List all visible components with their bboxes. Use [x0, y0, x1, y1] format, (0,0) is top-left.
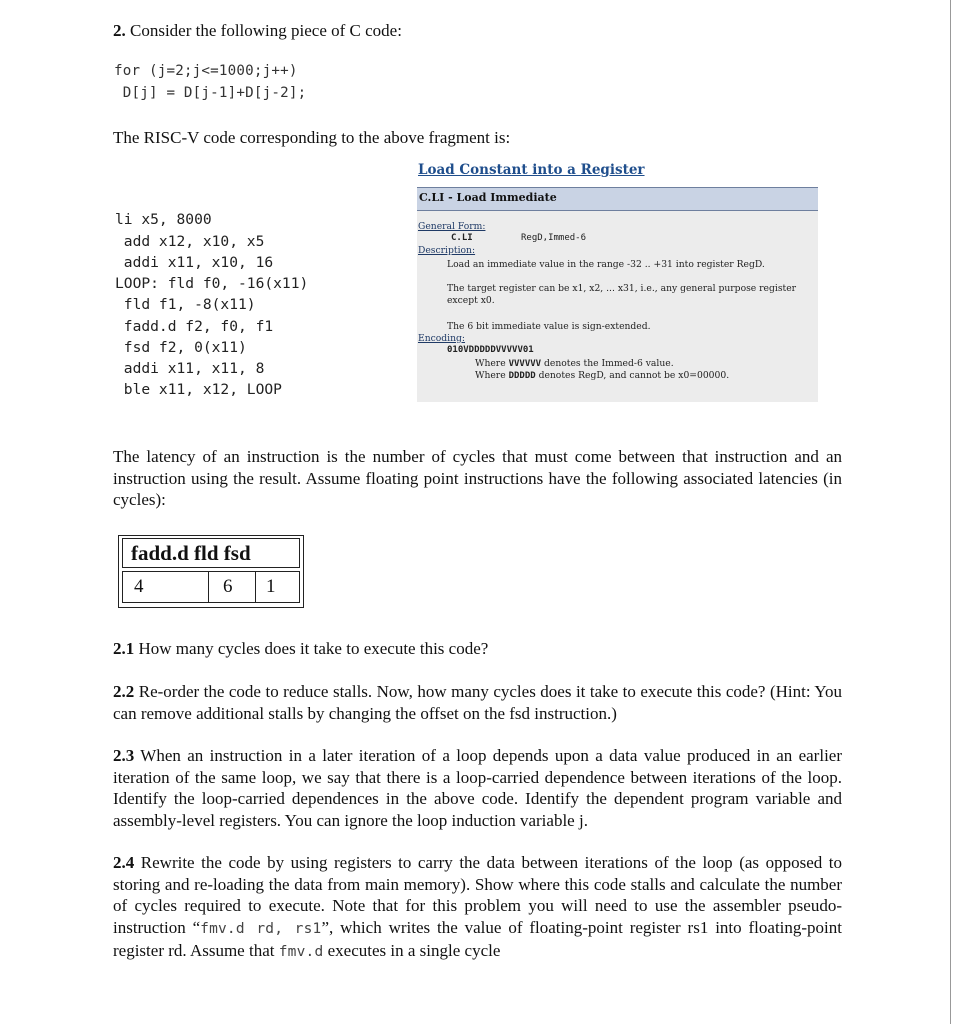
- panel-header-title: C.LI - Load Immediate: [419, 191, 557, 204]
- latency-paragraph: The latency of an instruction is the number of cycles that must come between that instruction and an instruction using the result. Assume floating point instructions have the following associated latencies (in cycles):: [113, 447, 842, 509]
- general-form-op: C.LI: [451, 233, 473, 243]
- fmv-code-inline: fmv.d: [278, 944, 324, 960]
- question-2-1: [113, 638, 842, 660]
- encoding-label: Encoding:: [418, 333, 466, 344]
- question-2-4: [113, 852, 842, 964]
- asm-line-1: li x5, 8000: [115, 211, 212, 228]
- encoding-note-1-code: VVVVVV: [508, 359, 542, 369]
- question-2-3-text: When an instruction in a later iteration of a loop depends upon a data value produced in an earlier iteration of the same loop, we say that there is a loop-carried dependence between iterations of the loop. Identify the loop-carried dependences in the above code. Identify the dependent program variable and assembly-level registers. You can ignore the loop induction variable j.: [113, 746, 842, 830]
- question-2-3-number: 2.3: [113, 746, 135, 765]
- question-2-2-number: 2.2: [113, 682, 135, 701]
- asm-line-4: LOOP: fld f0, -16(x11): [115, 275, 309, 292]
- question-2-4-number: 2.4: [113, 853, 135, 872]
- latency-fadd-cell: [122, 571, 209, 603]
- asm-line-8: addi x11, x11, 8: [115, 360, 265, 377]
- page-right-border: [950, 0, 951, 1024]
- latency-table-header: [122, 538, 300, 568]
- question-2-1-number: 2.1: [113, 639, 135, 658]
- asm-line-6: fadd.d f2, f0, f1: [115, 318, 274, 335]
- problem-intro-text: Consider the following piece of C code:: [125, 21, 402, 40]
- general-form-label: General Form:: [418, 221, 486, 232]
- description-line-3: The 6 bit immediate value is sign-extended.: [447, 321, 651, 332]
- asm-line-7: fsd f2, 0(x11): [115, 339, 247, 356]
- description-label: Description:: [418, 245, 476, 256]
- panel-header: [417, 187, 818, 211]
- encoding-note-2-code: DDDDD: [508, 371, 536, 381]
- question-2-3: [113, 745, 842, 831]
- encoding-note-2-prefix: Where: [475, 370, 509, 381]
- description-line-1: Load an immediate value in the range -32 .. +31 into register RegD.: [447, 259, 765, 270]
- latency-fsd-cell: [255, 571, 300, 603]
- latency-fadd-value: 4: [134, 576, 144, 597]
- question-2-1-text: How many cycles does it take to execute this code?: [134, 639, 489, 658]
- asm-line-3: addi x11, x10, 16: [115, 254, 274, 271]
- encoding-note-1-suffix: denotes the Immed-6 value.: [541, 358, 674, 369]
- question-2-2: [113, 681, 842, 724]
- load-constant-link[interactable]: Load Constant into a Register: [418, 162, 645, 178]
- question-2-4-text-a: Rewrite the code by using registers to carry the data between iterations of the loop (as opposed to storing and re-loading the data from main memory). Show where this code stalls and calculate the number of cycles required to execute. Note that for this problem you will need to use the assembler pseudo-instruction “: [113, 853, 842, 937]
- encoding-note-2: [475, 370, 729, 381]
- asm-line-5: fld f1, -8(x11): [115, 296, 256, 313]
- encoding-note-1-prefix: Where: [475, 358, 509, 369]
- latency-table-header-text: fadd.d fld fsd: [131, 541, 251, 565]
- c-code-line-2: D[j] = D[j-1]+D[j-2];: [114, 85, 307, 101]
- general-form-args: RegD,Immed-6: [521, 233, 587, 243]
- question-2-4-text-c: executes in a single cycle: [323, 941, 501, 960]
- encoding-note-1: [475, 358, 674, 369]
- latency-fld-cell: [208, 571, 256, 603]
- encoding-note-2-suffix: denotes RegD, and cannot be x0=00000.: [535, 370, 730, 381]
- asm-line-9: ble x11, x12, LOOP: [115, 381, 282, 398]
- description-line-2a: The target register can be x1, x2, ... x31, i.e., any general purpose register: [447, 283, 797, 294]
- asm-line-2: add x12, x10, x5: [115, 233, 265, 250]
- c-code-line-1: for (j=2;j<=1000;j++): [114, 63, 298, 79]
- latency-fsd-value: 1: [266, 576, 276, 597]
- latency-fld-value: 6: [223, 576, 233, 597]
- question-2-4-text-b: ”, which writes the value of floating-point register rs1 into floating-point register rd. Assume that: [113, 917, 843, 960]
- instruction-reference-panel: [417, 187, 818, 402]
- fmv-instruction-code: fmv.d rd, rs1: [200, 920, 322, 937]
- problem-intro: [113, 20, 853, 42]
- question-2-2-text: Re-order the code to reduce stalls. Now, how many cycles does it take to execute this code? (Hint: You can remove additional stalls by changing the offset on the fsd instruction.): [113, 682, 842, 723]
- description-line-2b: except x0.: [447, 295, 495, 306]
- problem-number: 2.: [113, 21, 126, 40]
- encoding-bits: 010VDDDDDVVVVV01: [447, 345, 534, 355]
- riscv-intro: The RISC-V code corresponding to the above fragment is:: [113, 128, 511, 147]
